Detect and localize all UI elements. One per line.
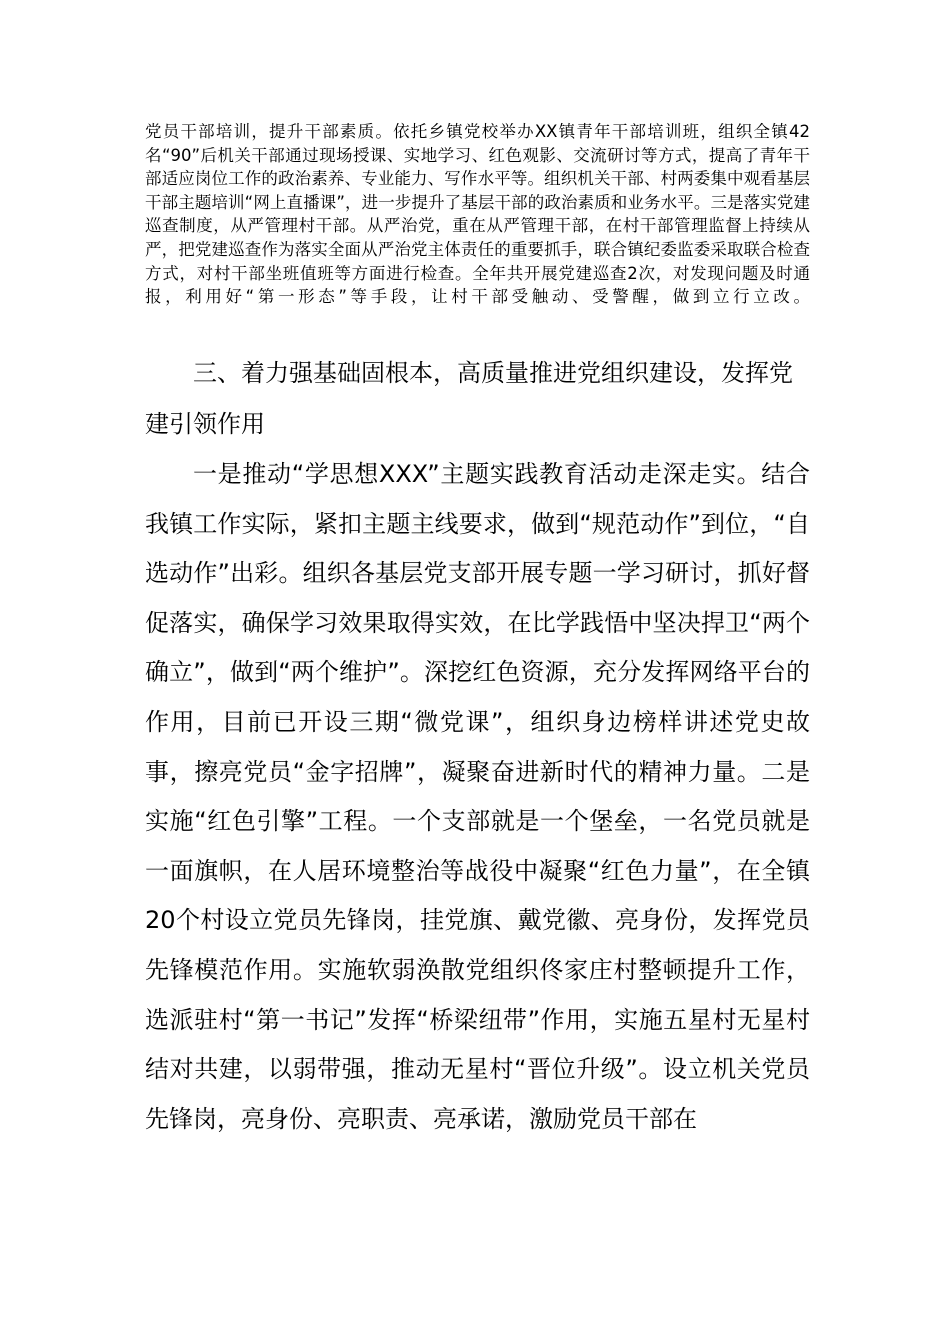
paragraph-main: 一是推动“学思想XXX”主题实践教育活动走深走实。结合我镇工作实际，紧扣主题主线要求，做到“规范动作”到位，“自选动作”出彩。组织各基层党支部开展专题一学习研讨，抓好督促落实，确保学习效果取得实效，在比学践悟中坚决捍卫“两个确立”，做到“两个维护”。深挖红色资源，充分发挥网络平台的作用，目前已开设三期“微党课”，组织身边榜样讲述党史故事，擦亮党员“金字招牌”，凝聚奋进新时代的精神力量。二是实施“红色引擎”工程。一个支部就是一个堡垒，一名党员就是一面旗帜，在人居环境整治等战役中凝聚“红色力量”，在全镇20个村设立党员先锋岗，挂党旗、戴党徽、亮身份，发挥党员先锋模范作用。实施软弱涣散党组织佟家庄村整顿提升工作，选派驻村“第一书记”发挥“桥梁纽带”作用，实施五星村无星村结对共建，以弱带强，推动无星村“晋位升级”。设立机关党员先锋岗，亮身份、亮职责、亮承诺，激励党员干部在 [145,460,810,1133]
paragraph-top: 党员干部培训，提升干部素质。依托乡镇党校举办XX镇青年干部培训班，组织全镇42名“90”后机关干部通过现场授课、实地学习、红色观影、交流研讨等方式，提高了青年干部适应岗位工作的政治素养、专业能力、写作水平等。组织机关干部、村两委集中观看基层干部主题培训“网上直播课”，进一步提升了基层干部的政治素质和业务水平。三是落实党建巡查制度，从严管理村干部。从严治党，重在从严管理干部，在村干部管理监督上持续从严，把党建巡查作为落实全面从严治党主体责任的重要抓手，联合镇纪委监委采取联合检查方式，对村干部坐班值班等方面进行检查。全年共开展党建巡查2次，对发现问题及时通报，利用好“第一形态”等手段，让村干部受触动、受警醒，做到立行立改。 [145,122,810,307]
section-heading: 三、着力强基础固根本，高质量推进党组织建设，发挥党建引领作用 [145,359,793,438]
